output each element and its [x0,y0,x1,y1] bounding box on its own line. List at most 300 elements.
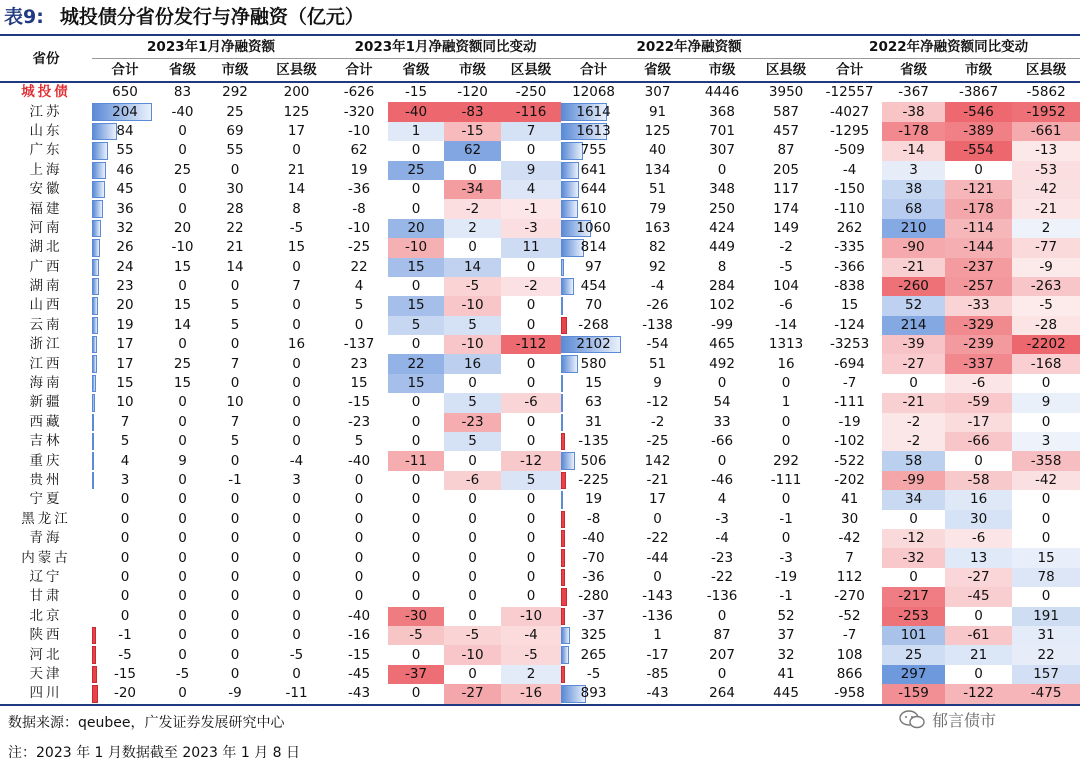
data-bar [561,452,575,469]
province-name: 天津 [29,665,63,682]
value-cell-bar [92,451,158,470]
value-cell: -958 [817,684,882,704]
province-name: 江苏 [29,103,63,120]
value-cell: 0 [411,549,421,566]
value-cell: -26 [646,297,669,314]
value-cell: 79 [648,200,667,217]
value-cell: 5 [230,297,240,314]
value-cell-bar [92,587,158,606]
value-cell: 4 [717,491,727,508]
value-cell: 0 [717,161,727,178]
value-cell: 0 [178,142,187,159]
data-bar [92,433,94,450]
value-cell: 0 [230,665,240,682]
value-cell: 0 [411,278,421,295]
value-cell: 25 [226,103,244,120]
value-cell-bar [92,471,158,490]
cell-value: 755 [580,142,607,159]
value-cell: 262 [836,219,863,236]
value-cell: -32 [882,548,945,567]
value-cell: -12 [501,451,561,470]
value-cell: -46 [711,472,734,488]
value-cell: 112 [836,568,863,585]
value-cell: 91 [648,103,667,120]
cell-value: 15 [584,375,603,392]
value-cell: -99 [711,316,734,333]
value-cell: -8 [352,200,366,217]
value-cell: 38 [882,180,945,199]
table-row [0,102,1080,121]
header-sub-3-3: 区县级 [1012,59,1080,83]
value-cell: -40 [348,452,371,469]
data-bar [92,297,98,314]
value-cell: 0 [526,588,536,605]
data-bar [92,666,97,683]
header-sub-1-0: 合计 [330,59,388,83]
data-bar [92,375,96,392]
value-cell: 0 [468,607,477,624]
value-cell: 52 [882,296,945,315]
value-cell: 17 [287,122,306,139]
header-group-2023-jan: 2023年1月净融资额 [92,36,330,59]
data-bar [92,355,97,372]
province-name: 云南 [29,316,63,333]
value-cell: -5 [289,646,304,663]
value-cell: -329 [945,316,1012,335]
value-cell: 0 [909,568,918,585]
value-cell: -10 [388,238,444,257]
value-cell: 13 [945,548,1012,567]
value-cell: -15 [348,394,371,411]
table-row [0,665,1080,684]
value-cell: -122 [945,684,1012,704]
value-cell: -25 [646,433,669,450]
table-number: 表9: [4,6,44,28]
value-cell: 125 [644,122,671,139]
data-bar [561,259,564,276]
value-cell: -4 [650,278,665,295]
table-row [0,548,1080,567]
header-sub-1-2: 市级 [444,59,501,83]
data-bar [561,278,574,295]
value-cell: -2 [444,199,501,218]
province-name: 贵州 [29,472,63,488]
value-cell: 0 [292,316,301,333]
value-cell: 587 [773,103,799,120]
value-cell-bar [92,548,158,567]
data-bar [561,142,583,159]
data-note: 注：2023 年 1 月数据截至 2023 年 1 月 8 日 [8,745,301,761]
value-cell: 0 [354,549,364,566]
value-cell: -4 [715,530,729,547]
value-cell: -137 [343,336,375,353]
value-cell-bar [561,568,626,587]
data-bar [92,685,98,702]
data-bar [561,375,563,392]
value-cell: -110 [834,200,865,217]
header-group-2023-jan-yoy: 2023年1月净融资额同比变动 [330,36,561,59]
value-cell: -337 [945,354,1012,373]
value-cell: -14 [775,316,798,333]
data-bar [92,123,117,140]
header-sub-3-2: 市级 [945,59,1012,83]
value-cell: 10 [226,394,244,411]
value-cell: 0 [781,433,791,450]
value-cell-bar [561,587,626,606]
value-cell: 5 [444,432,501,451]
value-cell: -4 [501,626,561,645]
value-cell: -239 [945,335,1012,354]
value-cell: 0 [411,646,421,663]
header-group-2022: 2022年净融资额 [561,36,817,59]
value-cell: -6 [501,393,561,412]
value-cell: -112 [501,335,561,354]
value-cell: 31 [1012,626,1080,645]
value-cell: -11 [263,684,330,704]
value-cell-bar [92,568,158,587]
value-cell: -37 [388,665,444,684]
value-cell: 0 [1041,413,1051,430]
value-cell: 0 [468,452,477,469]
value-cell: 0 [292,530,301,547]
value-cell: 0 [354,588,364,605]
header-sub-3-0: 合计 [817,59,882,83]
value-cell: -12557 [825,84,874,101]
value-cell: -509 [834,142,865,159]
value-cell: -367 [898,84,929,101]
value-cell: 0 [526,510,536,527]
value-cell: 3 [292,472,301,488]
province-name: 湖北 [29,239,63,256]
value-cell: -838 [834,278,865,295]
value-cell: -45 [348,665,371,682]
value-cell-bar [92,413,158,432]
value-cell: -5 [779,258,793,275]
value-cell: 12068 [572,84,616,101]
value-cell: -14 [882,141,945,160]
value-cell-bar [561,161,626,180]
table-row [0,161,1080,180]
value-cell: 0 [178,472,187,488]
value-cell: 0 [1041,530,1051,547]
value-cell: 21 [945,645,1012,664]
table-caption: 城投债分省份发行与净融资（亿元） [59,6,364,28]
data-bar [92,336,97,353]
value-cell: 134 [644,161,671,178]
table-row [0,122,1080,141]
value-cell: 25 [388,161,444,180]
value-cell: 207 [709,646,735,663]
value-cell: 210 [882,219,945,238]
value-cell: 214 [882,316,945,335]
value-cell: 0 [230,452,240,469]
value-cell: 16 [287,336,306,353]
cell-value: -5 [586,665,601,682]
value-cell: -21 [882,258,945,277]
value-cell: 0 [292,588,301,605]
value-cell: -136 [706,588,738,605]
value-cell: 0 [411,181,421,198]
cell-value: -5 [118,646,132,663]
value-cell-bar [92,529,158,548]
data-bar [561,433,565,450]
value-cell: -52 [838,607,861,624]
value-cell: 0 [717,607,727,624]
value-cell: 34 [882,490,945,509]
value-cell: 0 [292,433,301,450]
value-cell: 0 [411,413,421,430]
value-cell: 14 [444,258,501,277]
table-row [0,180,1080,199]
value-cell: -159 [882,684,945,704]
value-cell: 15 [840,297,859,314]
value-cell: 15 [173,297,192,314]
value-cell: -3867 [958,84,999,101]
province-name: 安徽 [29,181,63,198]
value-cell: -19 [775,568,798,585]
cell-value: 454 [580,278,607,295]
value-cell-bar [561,684,626,704]
value-cell: 108 [836,646,863,663]
value-cell: -178 [945,199,1012,218]
value-cell: 0 [178,200,187,217]
cell-value: 0 [120,491,130,508]
value-cell: -4 [289,452,304,469]
value-cell: -36 [348,181,371,198]
table-row [0,432,1080,451]
value-cell: 0 [909,510,918,527]
value-cell-bar [92,199,158,218]
value-cell: 0 [909,375,918,392]
cell-value: -37 [582,607,605,624]
value-cell: 8 [292,200,301,217]
value-cell: -54 [646,336,669,353]
table-row [0,607,1080,626]
header-sub-row [0,59,1080,83]
value-cell: -253 [882,607,945,626]
value-cell: 0 [781,491,791,508]
value-cell-bar [92,316,158,335]
value-cell: 0 [230,161,240,178]
table-row [0,258,1080,277]
cell-value: -36 [582,568,605,585]
cell-value: -70 [582,549,605,566]
value-cell: 0 [178,491,187,508]
value-cell-bar [561,277,626,296]
province-name: 重庆 [29,452,63,469]
data-bar [92,394,95,411]
cell-value: 893 [580,685,607,702]
cell-value: 0 [120,530,130,547]
cell-value: -8 [586,510,601,527]
value-cell: 25 [882,645,945,664]
value-cell-bar [561,258,626,277]
value-cell: -17 [945,413,1012,432]
cell-value: 10 [116,394,134,411]
value-cell: 0 [178,568,187,585]
province-name: 吉林 [29,433,63,450]
value-cell: 0 [411,200,421,217]
value-cell-bar [92,432,158,451]
cell-value: 17 [116,336,134,353]
value-cell: 52 [777,607,795,624]
value-cell: -168 [1012,354,1080,373]
value-cell: -10 [444,296,501,315]
value-cell: 0 [292,568,301,585]
cell-value: 63 [584,394,603,411]
value-cell: -661 [1012,122,1080,141]
value-cell: 0 [292,510,301,527]
value-cell: 0 [468,239,477,256]
value-cell: -39 [882,335,945,354]
value-cell: 1 [653,627,662,644]
value-cell-bar [92,180,158,199]
value-cell: 0 [411,568,421,585]
value-cell-bar [92,684,158,704]
value-cell: 83 [173,84,192,101]
value-cell: -522 [834,452,865,469]
value-cell: -23 [711,549,734,566]
value-cell: -3 [715,510,729,527]
province-name: 北京 [29,607,63,624]
value-cell: -1 [779,588,793,605]
value-cell: -10 [501,607,561,626]
value-cell: -3 [501,219,561,238]
value-cell: -475 [1012,684,1080,704]
value-cell: -27 [444,684,501,704]
value-cell: -21 [882,393,945,412]
table-row [0,374,1080,393]
header-sub-0-0: 合计 [92,59,158,83]
value-cell: 28 [226,200,244,217]
table-row [0,510,1080,529]
table-row [0,335,1080,354]
table-row [0,451,1080,470]
value-cell-bar [92,490,158,509]
value-cell-bar [561,180,626,199]
value-cell: -263 [1012,277,1080,296]
value-cell: -217 [882,587,945,606]
value-cell: -38 [882,102,945,121]
value-cell: 264 [689,684,755,704]
value-cell: -138 [642,316,673,333]
cell-value: -280 [578,588,609,605]
value-cell: -270 [834,588,865,605]
data-bar [561,394,563,411]
value-cell: 0 [230,627,240,644]
data-bar [561,511,565,528]
value-cell: -120 [457,84,488,101]
header-sub-2-1: 省级 [626,59,689,83]
value-cell: 5 [444,316,501,335]
value-cell-bar [561,432,626,451]
value-cell: 87 [777,142,795,159]
value-cell-bar [92,665,158,684]
value-cell: 0 [354,472,364,488]
value-cell: 0 [468,375,477,392]
value-cell: 5 [388,316,444,335]
value-cell: -16 [501,684,561,704]
cell-value: 204 [112,103,138,120]
cell-value: 506 [580,452,607,469]
value-cell: 0 [411,142,421,159]
data-bar [561,530,565,547]
watermark-text: 郁言债市 [932,711,997,730]
value-cell: 1 [388,122,444,141]
value-cell-bar [561,626,626,645]
province-name: 湖南 [29,278,63,295]
value-cell: 7 [292,278,301,295]
value-cell: -150 [834,181,865,198]
value-cell-bar [561,335,626,354]
cell-value: 32 [116,219,134,236]
value-cell-bar [561,122,626,141]
cell-value: 2102 [576,336,611,353]
data-bar [561,181,579,198]
header-sub-1-3: 区县级 [501,59,561,83]
value-cell-bar [561,199,626,218]
financing-table [0,36,1080,706]
value-cell-bar [92,354,158,373]
data-bar [92,627,96,644]
cell-value: 814 [580,239,607,256]
data-bar [92,452,94,469]
cell-value: 0 [120,549,130,566]
value-cell: -144 [945,238,1012,257]
value-cell: -43 [330,684,388,704]
value-cell: -1 [779,510,793,527]
value-cell: -1 [228,472,242,488]
data-bar [561,666,565,683]
value-cell: 3 [1012,432,1080,451]
value-cell: -136 [642,607,673,624]
province-name: 广西 [29,258,63,275]
value-cell: 87 [713,627,731,644]
value-cell-bar [92,645,158,664]
value-cell: 0 [717,665,727,682]
value-cell: 17 [648,491,667,508]
value-cell: 55 [226,142,244,159]
value-cell: -7 [842,375,857,392]
value-cell: 125 [283,103,310,120]
value-cell: 1 [781,394,791,411]
value-cell-bar [92,393,158,412]
table-row [0,316,1080,335]
value-cell-bar [92,122,158,141]
value-cell: -1952 [1012,102,1080,121]
value-cell: -40 [348,607,371,624]
value-cell: 866 [836,665,863,682]
value-cell: 0 [526,355,536,372]
value-cell: -40 [388,102,444,121]
header-sub-0-3: 区县级 [263,59,330,83]
value-cell: 0 [178,278,187,295]
province-name: 河南 [29,219,63,236]
value-cell: 117 [773,181,799,198]
data-bar [561,200,578,217]
value-cell: 0 [292,413,301,430]
value-cell: 307 [644,84,671,101]
province-name: 青海 [29,530,63,547]
value-cell: 368 [709,103,735,120]
value-cell: -45 [945,587,1012,606]
value-cell: -10 [444,335,501,354]
value-cell: 0 [468,568,477,585]
value-cell: 0 [1041,510,1051,527]
value-cell: 0 [178,588,187,605]
value-cell: -143 [642,588,673,605]
province-name: 浙江 [29,336,63,353]
